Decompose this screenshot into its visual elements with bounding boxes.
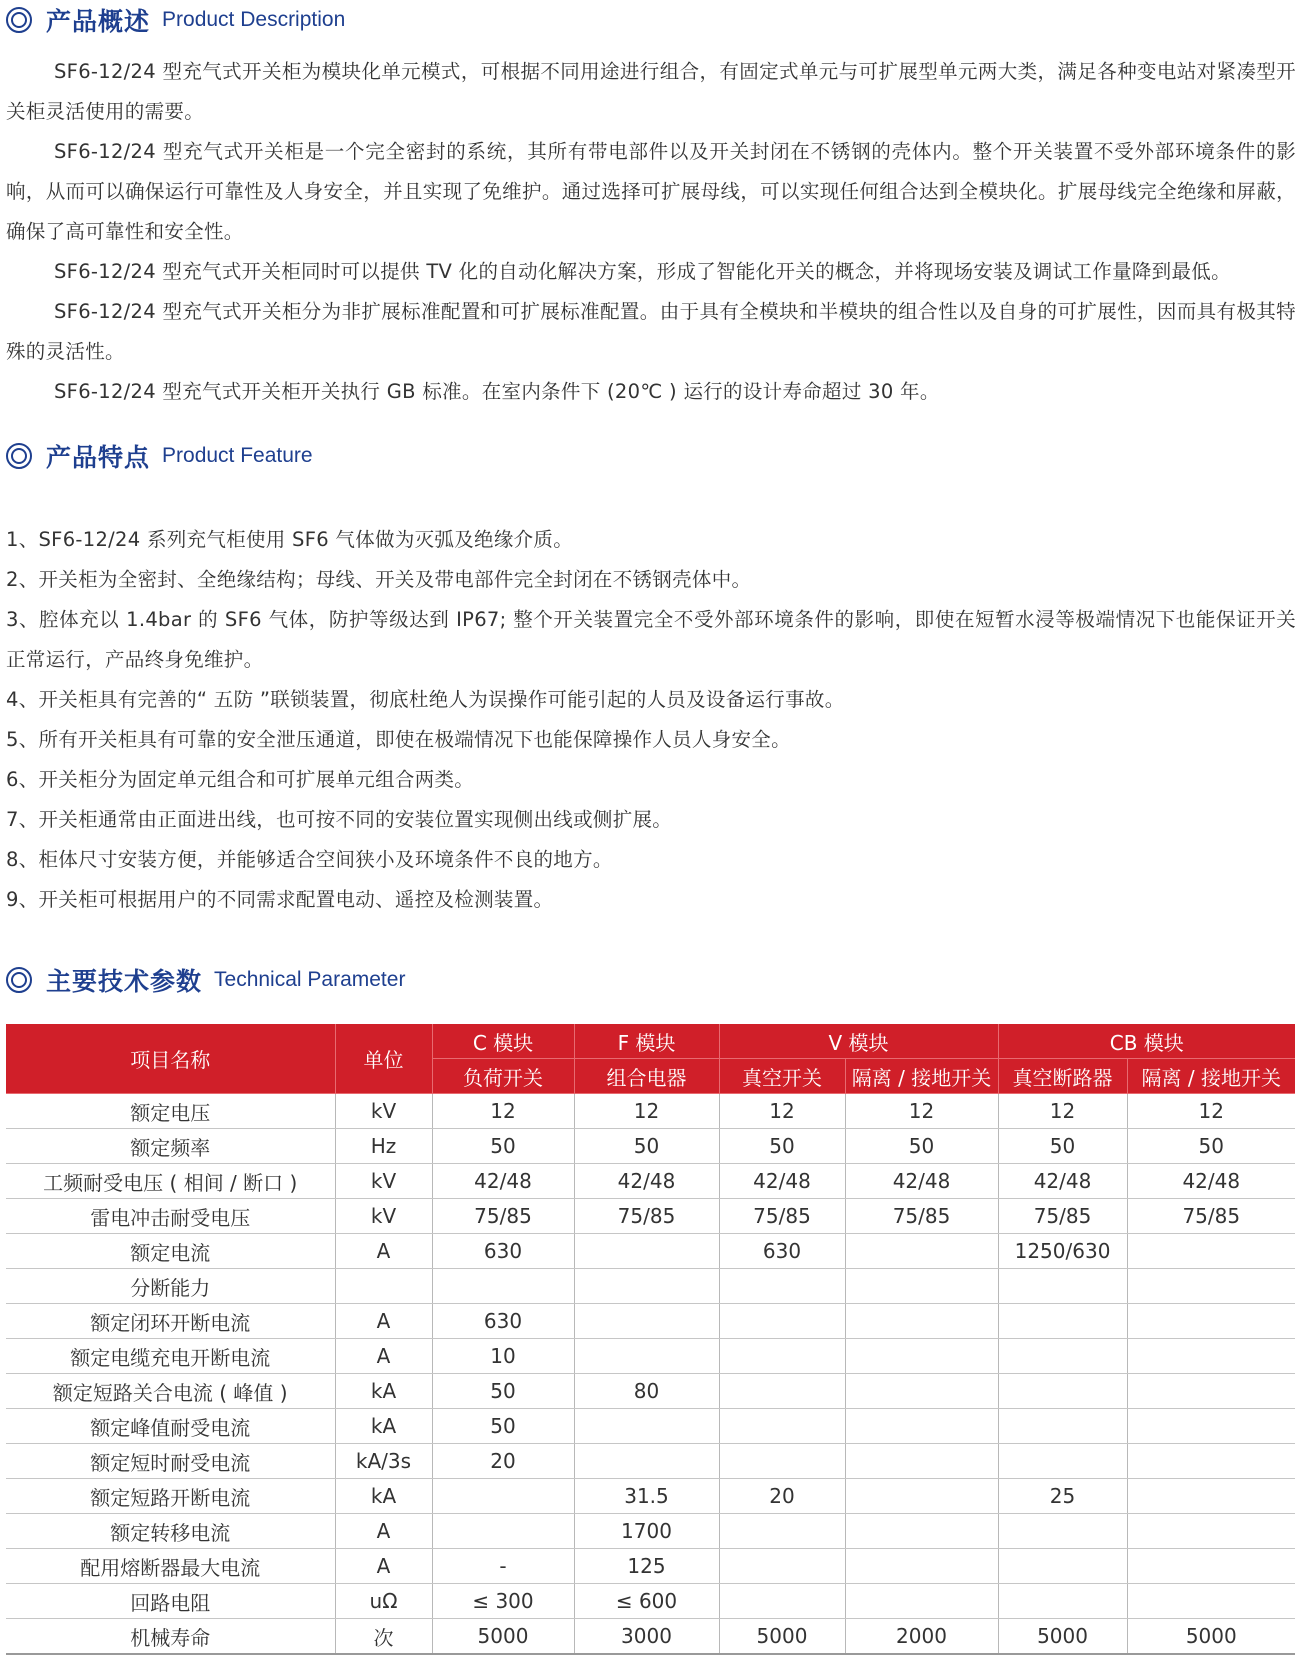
feature-list xyxy=(6,520,1296,920)
param-value-cell xyxy=(845,1549,998,1584)
section-title-en: Product Description xyxy=(162,8,346,31)
param-value-cell xyxy=(574,1444,719,1479)
table-row xyxy=(6,1374,1295,1409)
table-row xyxy=(6,1549,1295,1584)
table-row xyxy=(6,1129,1295,1164)
feature-item: 1、SF6-12/24 系列充气柜使用 SF6 气体做为灭弧及绝缘介质。 xyxy=(6,528,574,551)
param-name-cell: 机械寿命 xyxy=(6,1619,335,1655)
param-value-cell xyxy=(574,1339,719,1374)
param-value-cell xyxy=(845,1234,998,1269)
parameter-rows xyxy=(6,1094,1295,1655)
param-name-cell: 额定电流 xyxy=(6,1234,335,1269)
param-value-cell xyxy=(719,1584,845,1619)
param-value-cell: 12 xyxy=(998,1094,1127,1129)
param-value-cell xyxy=(998,1409,1127,1444)
param-value-cell: 75/85 xyxy=(574,1199,719,1234)
param-unit-cell: A xyxy=(335,1234,432,1269)
param-value-cell: 5000 xyxy=(432,1619,574,1655)
param-value-cell xyxy=(432,1479,574,1514)
param-value-cell xyxy=(719,1409,845,1444)
table-row xyxy=(6,1304,1295,1339)
param-value-cell: 12 xyxy=(845,1094,998,1129)
param-value-cell xyxy=(1127,1339,1295,1374)
param-value-cell xyxy=(1127,1479,1295,1514)
param-value-cell: 12 xyxy=(574,1094,719,1129)
header-module-f: F 模块 xyxy=(574,1024,719,1059)
section-title-cn: 产品特点 xyxy=(46,443,151,472)
param-unit-cell: kA/3s xyxy=(335,1444,432,1479)
feature-item: 6、开关柜分为固定单元组合和可扩展单元组合两类。 xyxy=(6,768,475,791)
param-value-cell xyxy=(574,1269,719,1304)
param-name-cell: 额定频率 xyxy=(6,1129,335,1164)
param-value-cell: 50 xyxy=(432,1374,574,1409)
param-value-cell: 50 xyxy=(719,1129,845,1164)
param-value-cell xyxy=(998,1269,1127,1304)
param-value-cell: 31.5 xyxy=(574,1479,719,1514)
param-unit-cell: uΩ xyxy=(335,1584,432,1619)
table-row xyxy=(6,1619,1295,1655)
param-value-cell xyxy=(1127,1374,1295,1409)
param-value-cell: 1250/630 xyxy=(998,1234,1127,1269)
param-value-cell: 5000 xyxy=(719,1619,845,1655)
feature-item: 4、开关柜具有完善的“ 五防 ”联锁装置，彻底杜绝人为误操作可能引起的人员及设备运行事故。 xyxy=(6,688,845,711)
param-value-cell xyxy=(719,1374,845,1409)
param-value-cell: 75/85 xyxy=(845,1199,998,1234)
param-value-cell: 3000 xyxy=(574,1619,719,1655)
header-unit: 单位 xyxy=(335,1024,432,1094)
header-sub: 真空断路器 xyxy=(998,1059,1127,1094)
param-value-cell xyxy=(1127,1304,1295,1339)
param-value-cell: 5000 xyxy=(1127,1619,1295,1655)
param-value-cell: 20 xyxy=(432,1444,574,1479)
param-value-cell xyxy=(1127,1409,1295,1444)
param-value-cell: 50 xyxy=(845,1129,998,1164)
param-value-cell: 50 xyxy=(574,1129,719,1164)
param-unit-cell: A xyxy=(335,1514,432,1549)
param-name-cell: 工频耐受电压 ( 相间 / 断口 ) xyxy=(6,1164,335,1199)
param-value-cell xyxy=(574,1409,719,1444)
param-value-cell: 20 xyxy=(719,1479,845,1514)
param-value-cell: 50 xyxy=(432,1409,574,1444)
section-title-en: Product Feature xyxy=(162,444,313,467)
param-value-cell xyxy=(719,1549,845,1584)
param-value-cell xyxy=(845,1479,998,1514)
feature-item: 8、柜体尺寸安装方便，并能够适合空间狭小及环境条件不良的地方。 xyxy=(6,848,613,871)
table-row xyxy=(6,1514,1295,1549)
param-value-cell: 12 xyxy=(432,1094,574,1129)
section-heading-parameters xyxy=(6,962,405,998)
param-unit-cell: A xyxy=(335,1339,432,1374)
header-sub: 负荷开关 xyxy=(432,1059,574,1094)
param-name-cell: 分断能力 xyxy=(6,1269,335,1304)
param-unit-cell: 次 xyxy=(335,1619,432,1655)
description-paragraph: SF6-12/24 型充气式开关柜为模块化单元模式，可根据不同用途进行组合，有固定式单元与可扩展型单元两大类，满足各种变电站对紧凑型开关柜灵活使用的需要。 xyxy=(6,60,1296,123)
section-title-cn: 主要技术参数 xyxy=(46,967,203,996)
description-paragraph: SF6-12/24 型充气式开关柜开关执行 GB 标准。在室内条件下 (20℃ ) 运行的设计寿命超过 30 年。 xyxy=(54,380,940,403)
param-name-cell: 回路电阻 xyxy=(6,1584,335,1619)
table-row xyxy=(6,1409,1295,1444)
param-value-cell xyxy=(845,1514,998,1549)
header-sub: 隔离 / 接地开关 xyxy=(845,1059,998,1094)
param-name-cell: 额定短路关合电流 ( 峰值 ) xyxy=(6,1374,335,1409)
param-value-cell: ≤ 600 xyxy=(574,1584,719,1619)
description-body xyxy=(6,52,1296,412)
param-value-cell xyxy=(1127,1269,1295,1304)
param-name-cell: 额定转移电流 xyxy=(6,1514,335,1549)
param-value-cell xyxy=(1127,1514,1295,1549)
feature-item: 9、开关柜可根据用户的不同需求配置电动、遥控及检测装置。 xyxy=(6,888,554,911)
param-unit-cell: Hz xyxy=(335,1129,432,1164)
param-value-cell: 75/85 xyxy=(1127,1199,1295,1234)
param-value-cell xyxy=(432,1269,574,1304)
param-value-cell xyxy=(719,1514,845,1549)
param-value-cell xyxy=(845,1339,998,1374)
section-heading-features xyxy=(6,438,313,474)
param-value-cell: 80 xyxy=(574,1374,719,1409)
param-value-cell xyxy=(432,1514,574,1549)
param-unit-cell: A xyxy=(335,1304,432,1339)
param-value-cell xyxy=(845,1444,998,1479)
param-value-cell xyxy=(574,1234,719,1269)
param-value-cell: 42/48 xyxy=(998,1164,1127,1199)
param-value-cell: 1700 xyxy=(574,1514,719,1549)
feature-item: 2、开关柜为全密封、全绝缘结构；母线、开关及带电部件完全封闭在不锈钢壳体中。 xyxy=(6,568,752,591)
table-row xyxy=(6,1269,1295,1304)
section-title-cn: 产品概述 xyxy=(46,7,151,36)
param-name-cell: 额定电压 xyxy=(6,1094,335,1129)
param-unit-cell: kV xyxy=(335,1164,432,1199)
param-value-cell: 125 xyxy=(574,1549,719,1584)
technical-parameter-table xyxy=(6,1024,1295,1655)
feature-item: 3、腔体充以 1.4bar 的 SF6 气体，防护等级达到 IP67; 整个开关装置完全不受外部环境条件的影响，即使在短暂水浸等极端情况下也能保证开关正常运行，产品终身免维护。 xyxy=(6,608,1296,671)
param-name-cell: 额定峰值耐受电流 xyxy=(6,1409,335,1444)
param-value-cell: 75/85 xyxy=(432,1199,574,1234)
param-value-cell xyxy=(845,1269,998,1304)
param-unit-cell: A xyxy=(335,1549,432,1584)
param-value-cell xyxy=(845,1584,998,1619)
param-value-cell: 630 xyxy=(432,1304,574,1339)
param-unit-cell: kA xyxy=(335,1374,432,1409)
param-name-cell: 额定闭环开断电流 xyxy=(6,1304,335,1339)
param-value-cell: 50 xyxy=(1127,1129,1295,1164)
param-unit-cell: kV xyxy=(335,1094,432,1129)
feature-item: 7、开关柜通常由正面进出线，也可按不同的安装位置实现侧出线或侧扩展。 xyxy=(6,808,673,831)
param-value-cell: 42/48 xyxy=(1127,1164,1295,1199)
table-row xyxy=(6,1479,1295,1514)
param-value-cell xyxy=(998,1444,1127,1479)
param-value-cell xyxy=(719,1444,845,1479)
header-sub: 真空开关 xyxy=(719,1059,845,1094)
param-value-cell xyxy=(1127,1234,1295,1269)
param-value-cell: 5000 xyxy=(998,1619,1127,1655)
description-paragraph: SF6-12/24 型充气式开关柜同时可以提供 TV 化的自动化解决方案，形成了智能化开关的概念，并将现场安装及调试工作量降到最低。 xyxy=(54,260,1231,283)
param-name-cell: 雷电冲击耐受电压 xyxy=(6,1199,335,1234)
param-value-cell: 630 xyxy=(432,1234,574,1269)
param-value-cell: 75/85 xyxy=(998,1199,1127,1234)
param-value-cell xyxy=(998,1339,1127,1374)
param-name-cell: 配用熔断器最大电流 xyxy=(6,1549,335,1584)
param-value-cell: 12 xyxy=(719,1094,845,1129)
table-row xyxy=(6,1339,1295,1374)
table-row xyxy=(6,1199,1295,1234)
description-paragraph: SF6-12/24 型充气式开关柜分为非扩展标准配置和可扩展标准配置。由于具有全模块和半模块的组合性以及自身的可扩展性，因而具有极其特殊的灵活性。 xyxy=(6,300,1296,363)
description-paragraph: SF6-12/24 型充气式开关柜是一个完全密封的系统，其所有带电部件以及开关封闭在不锈钢的壳体内。整个开关装置不受外部环境条件的影响，从而可以确保运行可靠性及人身安全，并且实现了免维护。通过选择可扩展母线，可以实现任何组合达到全模块化。扩展母线完全绝缘和屏蔽，确保了高可靠性和安全性。 xyxy=(6,140,1296,243)
param-value-cell xyxy=(719,1339,845,1374)
param-value-cell xyxy=(719,1269,845,1304)
param-value-cell: 10 xyxy=(432,1339,574,1374)
param-value-cell xyxy=(845,1304,998,1339)
param-value-cell: ≤ 300 xyxy=(432,1584,574,1619)
param-value-cell: 25 xyxy=(998,1479,1127,1514)
header-sub: 组合电器 xyxy=(574,1059,719,1094)
param-value-cell xyxy=(719,1304,845,1339)
param-unit-cell: kV xyxy=(335,1199,432,1234)
param-value-cell: 630 xyxy=(719,1234,845,1269)
param-value-cell: 50 xyxy=(998,1129,1127,1164)
param-value-cell xyxy=(574,1304,719,1339)
param-value-cell: 42/48 xyxy=(574,1164,719,1199)
param-value-cell xyxy=(845,1374,998,1409)
param-name-cell: 额定短路开断电流 xyxy=(6,1479,335,1514)
param-value-cell xyxy=(998,1374,1127,1409)
param-value-cell xyxy=(998,1304,1127,1339)
param-value-cell: 42/48 xyxy=(719,1164,845,1199)
header-module-cb: CB 模块 xyxy=(998,1024,1295,1059)
table-row xyxy=(6,1584,1295,1619)
param-unit-cell xyxy=(335,1269,432,1304)
section-heading-description xyxy=(6,2,345,38)
param-value-cell xyxy=(998,1514,1127,1549)
section-title-en: Technical Parameter xyxy=(214,968,406,991)
param-value-cell xyxy=(845,1409,998,1444)
param-value-cell: 75/85 xyxy=(719,1199,845,1234)
param-value-cell: 42/48 xyxy=(432,1164,574,1199)
double-circle-icon xyxy=(6,7,32,33)
double-circle-icon xyxy=(6,443,32,469)
header-module-c: C 模块 xyxy=(432,1024,574,1059)
table-row xyxy=(6,1094,1295,1129)
header-sub: 隔离 / 接地开关 xyxy=(1127,1059,1295,1094)
param-value-cell xyxy=(998,1549,1127,1584)
header-module-v: V 模块 xyxy=(719,1024,998,1059)
table-row xyxy=(6,1234,1295,1269)
header-item-name: 项目名称 xyxy=(6,1024,335,1094)
param-value-cell: 42/48 xyxy=(845,1164,998,1199)
table-row xyxy=(6,1444,1295,1479)
param-value-cell xyxy=(1127,1444,1295,1479)
param-name-cell: 额定电缆充电开断电流 xyxy=(6,1339,335,1374)
param-value-cell: 2000 xyxy=(845,1619,998,1655)
param-value-cell xyxy=(998,1584,1127,1619)
param-value-cell xyxy=(1127,1584,1295,1619)
param-value-cell: 12 xyxy=(1127,1094,1295,1129)
table-row xyxy=(6,1164,1295,1199)
param-unit-cell: kA xyxy=(335,1409,432,1444)
double-circle-icon xyxy=(6,967,32,993)
param-value-cell xyxy=(1127,1549,1295,1584)
param-name-cell: 额定短时耐受电流 xyxy=(6,1444,335,1479)
param-unit-cell: kA xyxy=(335,1479,432,1514)
param-value-cell: - xyxy=(432,1549,574,1584)
param-value-cell: 50 xyxy=(432,1129,574,1164)
feature-item: 5、所有开关柜具有可靠的安全泄压通道，即使在极端情况下也能保障操作人员人身安全。 xyxy=(6,728,791,751)
